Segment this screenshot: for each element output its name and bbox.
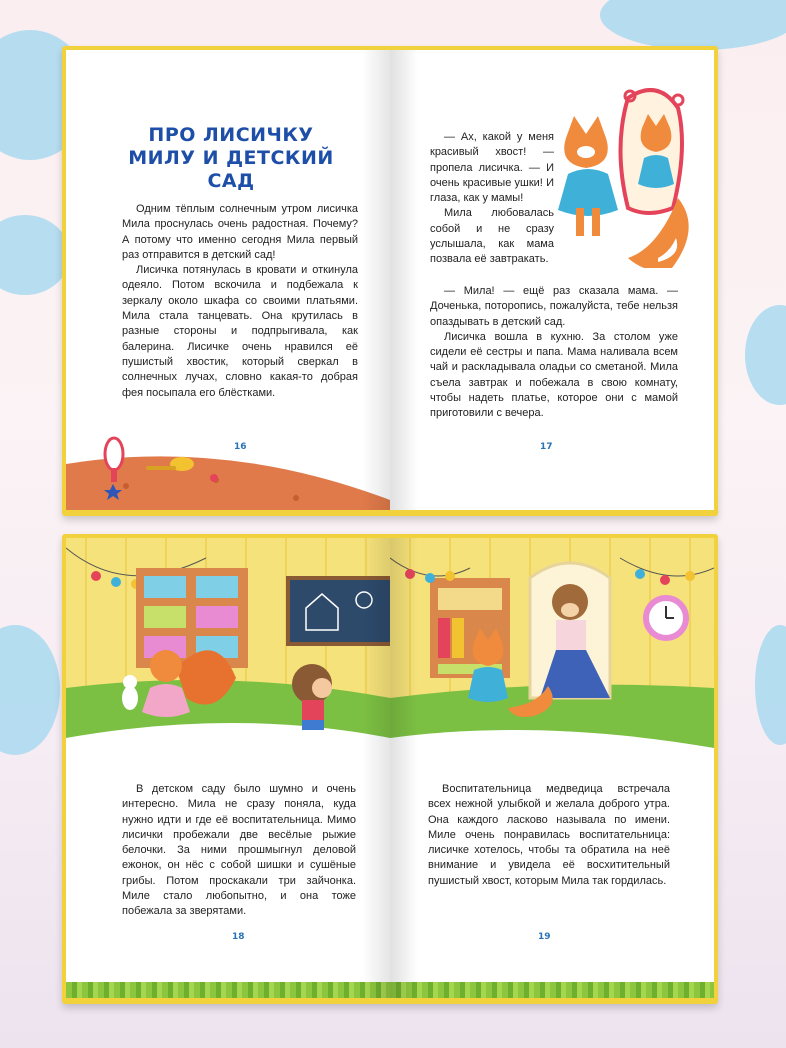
paragraph: Лисичка потянулась в кровати и откинула одеяло. Потом вскочила и подбежала к зеркалу около шкафа со своими платьями. Мила стала танцевать. Она крутилась в разные стороны и подпрыгивала, как балерина. Лисичке очень нравился её пушистый хвостик, который сверкал в солнечных лучах, словно какая-то добрая фея посыпала его блёстками.	[122, 264, 358, 399]
shelf-illustration	[136, 568, 248, 668]
paragraph: Мила любовалась собой и не сразу услышала, как мама позвала её завтракать.	[430, 207, 554, 266]
page-18-text	[122, 782, 356, 920]
paragraph: В детском саду было шумно и очень интересно. Мила не сразу поняла, куда нужно идти и где её воспитательница. Мимо лисички пробежали две весёлые рыжие белочки. За ними прошмыгнул деловой ежонок, он нёс с собой шишки и сушёные грибы. Потом проскакали три зайчонка. Миле стало любопытно, и она тоже побежала за зверятами.	[122, 783, 356, 918]
page-16-text	[122, 202, 358, 401]
cloud-decoration	[745, 305, 786, 405]
story-title	[106, 124, 356, 193]
paragraph: Лисичка вошла в кухню. За столом уже сидели её сестры и папа. Мама наливала всем чай и раскладывала оладьи со сметаной. Мила съела завтрак и побежала в свою комнату, чтобы надеть платье, которое они с мамой приготовили с вечера.	[430, 330, 678, 420]
clock-icon	[646, 598, 686, 638]
title-line: САД	[207, 170, 255, 192]
paragraph: Одним тёплым солнечным утром лисичка Мила проснулась очень радостная. Почему? А потому что именно сегодня Мила первый раз отправится в детский сад!	[122, 203, 358, 261]
book-gutter	[362, 538, 390, 998]
page-number: 17	[540, 442, 553, 452]
book-gutter	[390, 538, 418, 998]
cloud-decoration	[0, 215, 70, 295]
cloud-decoration	[0, 625, 60, 755]
grass-border	[66, 982, 390, 998]
page-number: 16	[234, 442, 247, 452]
shelf-illustration	[430, 578, 510, 678]
paragraph: — Ах, какой у меня красивый хвост! — пропела лисичка. — И очень красивые ушки! И глаза, как у мамы!	[430, 131, 554, 205]
title-line: МИЛУ И ДЕТСКИЙ	[128, 147, 334, 169]
book-spread-1	[62, 46, 718, 516]
page-19-text	[428, 782, 670, 889]
grass-border	[390, 982, 714, 998]
fox-illustration	[558, 88, 708, 268]
book-spread-2	[62, 534, 718, 1004]
page-18	[66, 538, 390, 998]
cloud-decoration	[600, 0, 786, 50]
page-16	[66, 50, 390, 510]
book-gutter	[390, 50, 418, 510]
page-19	[390, 538, 714, 998]
page-17	[390, 50, 714, 510]
title-line: ПРО ЛИСИЧКУ	[148, 124, 314, 146]
cloud-decoration	[755, 625, 786, 745]
rabbit-toy	[122, 675, 138, 710]
page-17-text-narrow	[430, 130, 554, 268]
page-number: 18	[232, 932, 245, 942]
paragraph: Воспитательница медведица встречала всех нежной улыбкой и желала доброго утра. Она каждого ласково называла по имени. Миле очень понравилась воспитательница: лисичке хотелось, чтобы та обратила на неё внимание и увидела её восхитительный пушистый хвост, которым Мила так гордилась.	[428, 783, 670, 887]
dresser-illustration	[66, 420, 390, 510]
page-number: 19	[538, 932, 551, 942]
paragraph: — Мила! — ещё раз сказала мама. — Доченька, поторопись, пожалуйста, тебе нельзя опаздывать в детский сад.	[430, 285, 678, 328]
classroom-illustration	[66, 538, 390, 768]
book-gutter	[362, 50, 390, 510]
classroom-illustration	[390, 538, 714, 768]
page-17-text	[430, 284, 678, 422]
